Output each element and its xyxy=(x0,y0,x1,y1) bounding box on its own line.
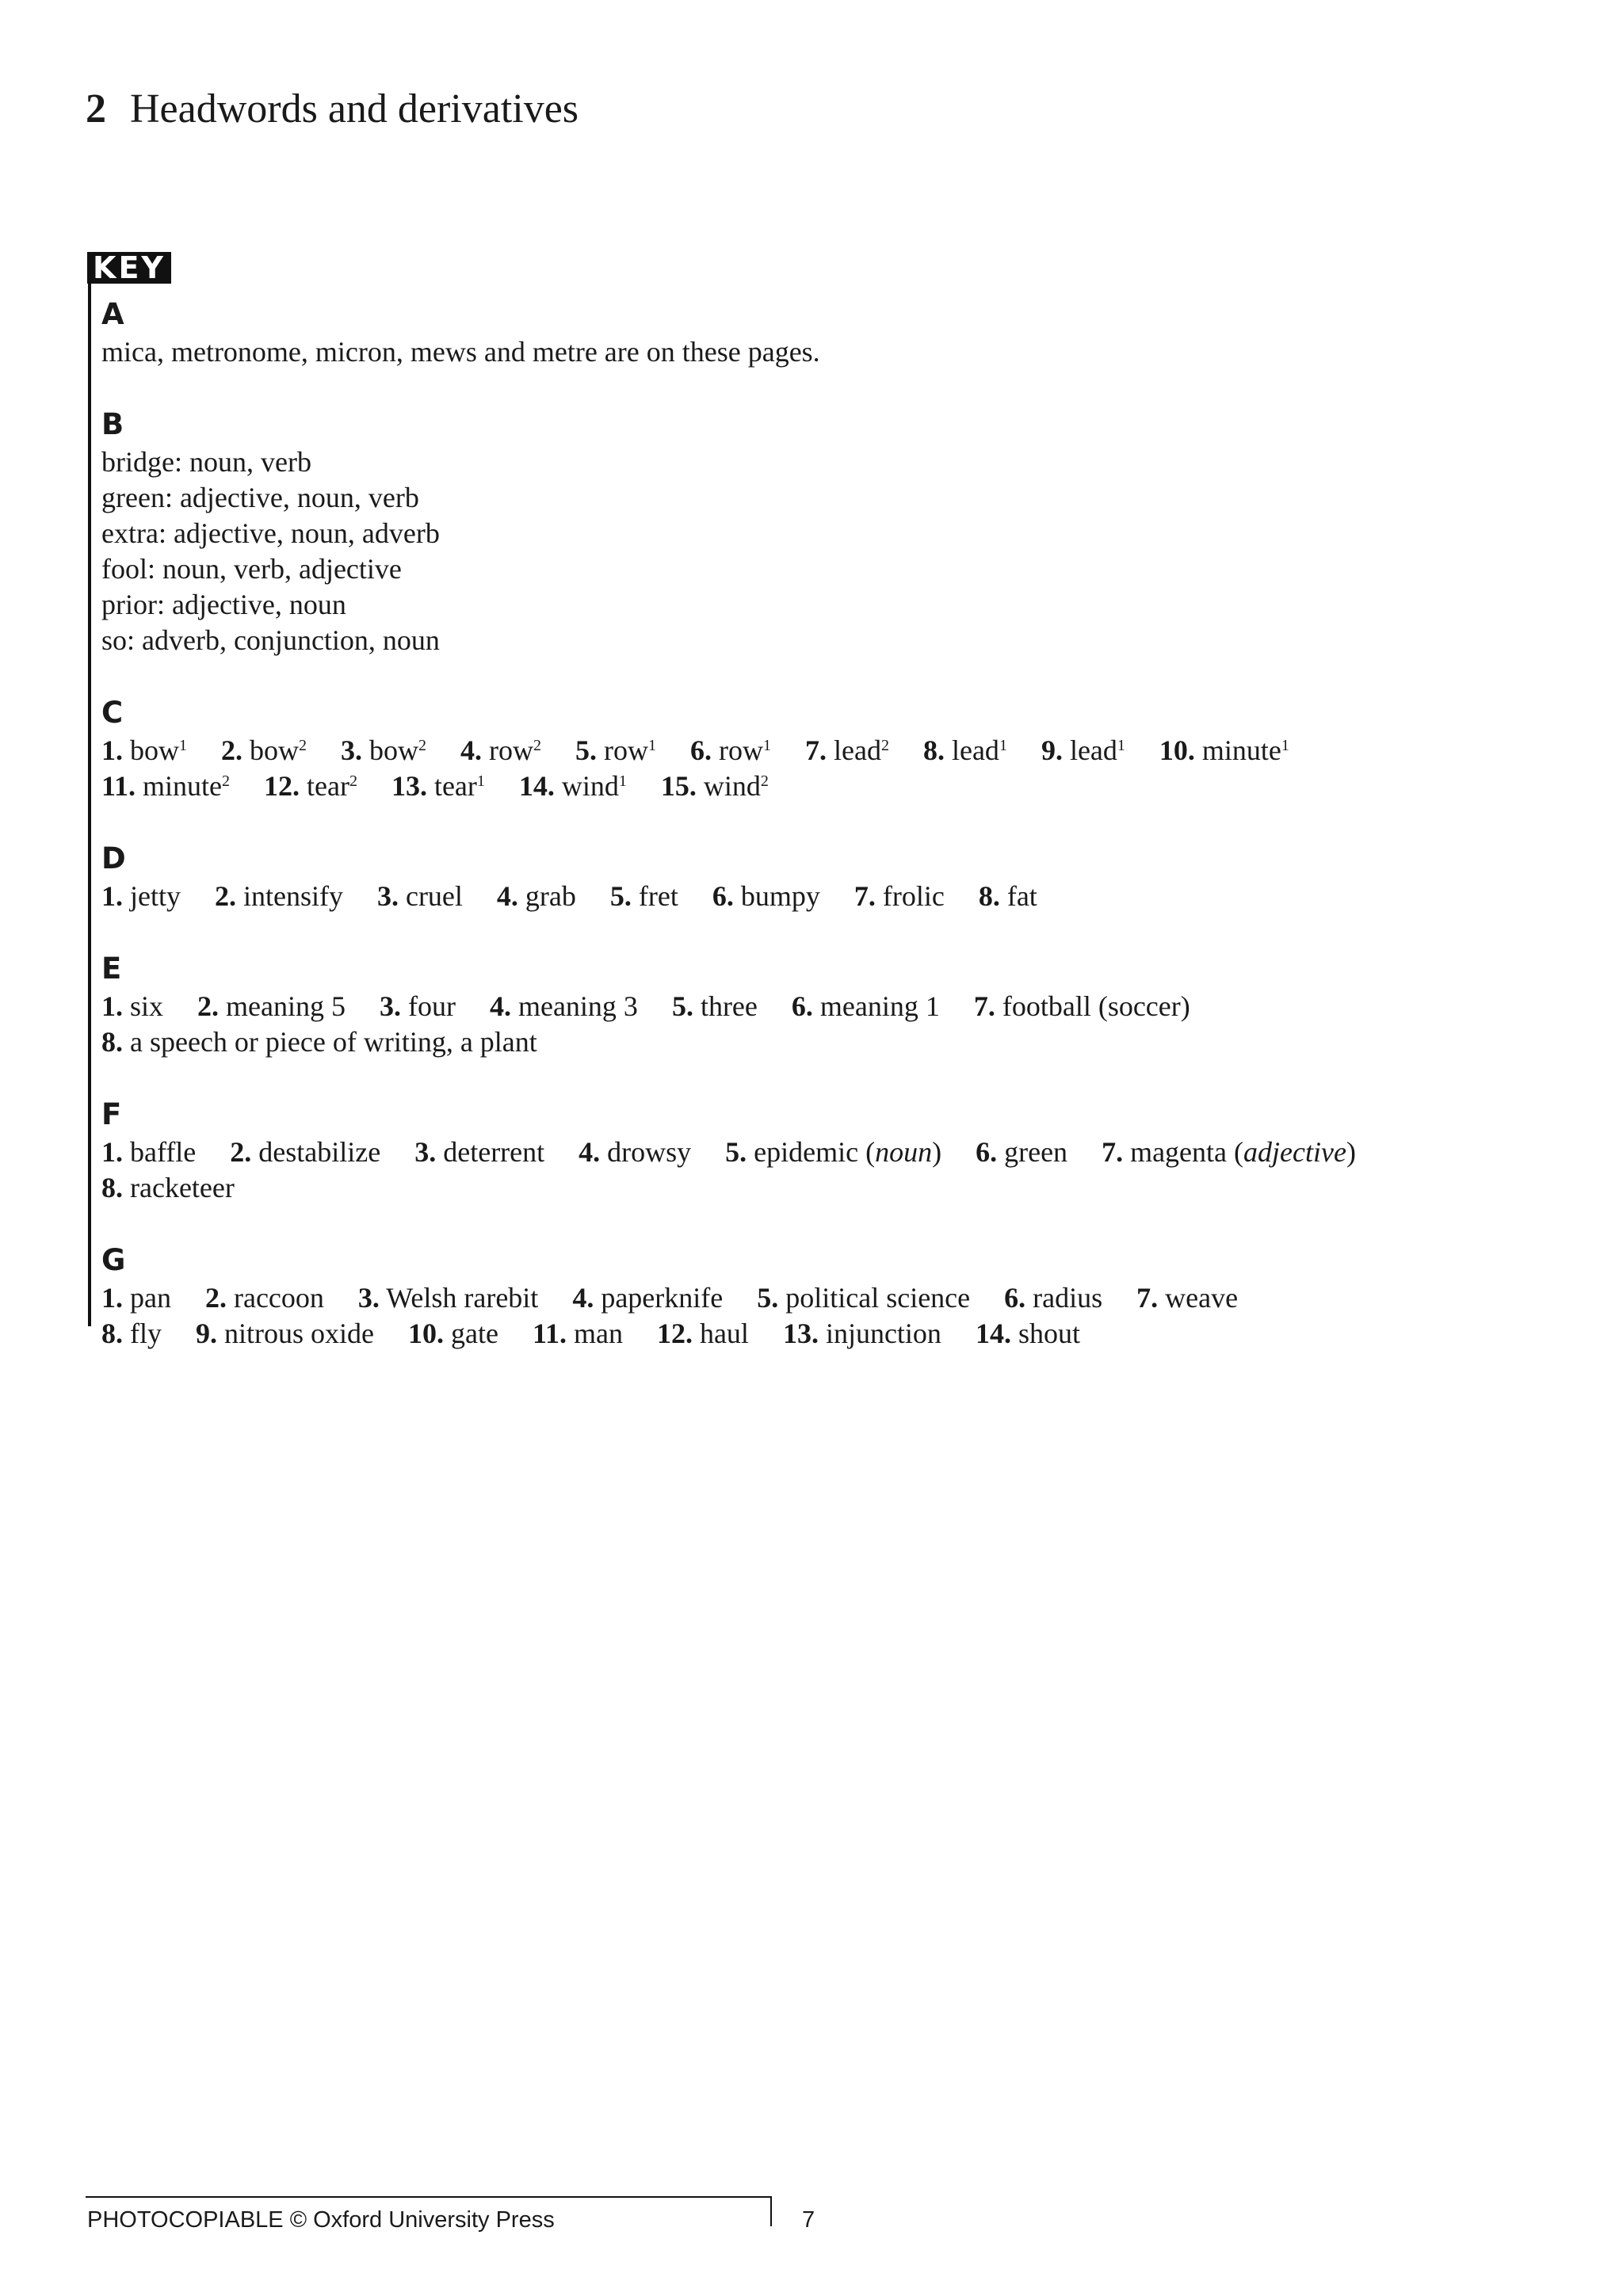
answer-item: 3. bow$^2$ xyxy=(341,734,426,766)
answer-item: 13. injunction xyxy=(782,1318,941,1349)
answer-item: 8. fly xyxy=(101,1318,162,1349)
answer-item: 11. man xyxy=(532,1318,623,1349)
section-letter: E xyxy=(101,952,122,986)
part-of-speech: noun xyxy=(875,1136,933,1168)
footer-copyright: PHOTOCOPIABLE © Oxford University Press xyxy=(87,2207,555,2233)
answer-item: 7. weave xyxy=(1136,1282,1239,1314)
unit-title: Headwords and derivatives xyxy=(130,86,579,132)
answer-item: 1. baffle xyxy=(101,1136,197,1168)
answer-item: 2. destabilize xyxy=(230,1136,381,1168)
answer-line: so: adverb, conjunction, noun xyxy=(101,624,440,656)
answer-item: 6. row$^1$ xyxy=(690,734,771,766)
answer-item: 4. drowsy xyxy=(579,1136,692,1168)
answer-item: 1. pan xyxy=(101,1282,171,1314)
answer-item: 6. radius xyxy=(1004,1282,1103,1314)
answer-item: 5. three xyxy=(671,990,758,1022)
answer-item: 4. row$^2$ xyxy=(460,734,541,766)
answer-line: bridge: noun, verb xyxy=(101,446,311,478)
answer-item: 3. deterrent xyxy=(414,1136,545,1168)
answer-item: 5. political science xyxy=(757,1282,971,1314)
section-letter: G xyxy=(101,1243,126,1277)
answer-item: 7. magenta (adjective) xyxy=(1102,1136,1356,1168)
answer-item: 9. lead$^1$ xyxy=(1041,734,1125,766)
answer-item: 11. minute$^2$ xyxy=(101,770,230,802)
answer-line xyxy=(101,1135,1591,1170)
answer-item: 14. wind$^1$ xyxy=(518,770,627,802)
answer-line xyxy=(101,1280,1591,1316)
section-letter: C xyxy=(101,696,124,730)
section-g xyxy=(101,1241,1591,1352)
answer-item: 1. jetty xyxy=(101,880,181,912)
answer-item: 2. raccoon xyxy=(204,1282,324,1314)
section-letter: B xyxy=(101,407,124,441)
answer-item: 5. fret xyxy=(609,880,678,912)
answer-line: prior: adjective, noun xyxy=(101,589,346,620)
answer-line xyxy=(101,1170,1591,1206)
answer-line: extra: adjective, noun, adverb xyxy=(101,517,440,549)
unit-number: 2 xyxy=(86,86,106,132)
answer-item: 3. cruel xyxy=(376,880,463,912)
answer-item: 1. six xyxy=(101,990,164,1022)
answer-item: 4. paperknife xyxy=(572,1282,724,1314)
answer-item: 1. bow$^1$ xyxy=(101,734,187,766)
answer-item: 6. green xyxy=(976,1136,1068,1168)
section-letter: D xyxy=(101,841,126,875)
page-number: 7 xyxy=(802,2207,815,2233)
section-e xyxy=(101,949,1591,1060)
answer-item: 4. grab xyxy=(496,880,576,912)
section-letter: A xyxy=(101,297,124,331)
answer-item: 4. meaning 3 xyxy=(489,990,638,1022)
answer-item: 6. bumpy xyxy=(712,880,820,912)
answer-item: 12. haul xyxy=(656,1318,749,1349)
answer-item: 8. racketeer xyxy=(101,1172,235,1203)
page-title xyxy=(86,86,579,132)
answer-item: 2. bow$^2$ xyxy=(221,734,307,766)
section-f xyxy=(101,1095,1591,1206)
part-of-speech: adjective xyxy=(1243,1136,1346,1168)
section-letter: F xyxy=(101,1097,122,1131)
answer-item: 7. football (soccer) xyxy=(973,990,1190,1022)
footer-rule xyxy=(86,2196,772,2198)
answer-item: 10. gate xyxy=(407,1318,498,1349)
answer-line xyxy=(101,769,1591,804)
answer-item: 13. tear$^1$ xyxy=(391,770,485,802)
answer-line xyxy=(101,1316,1591,1352)
answer-line: mica, metronome, micron, mews and metre are on these pages. xyxy=(101,336,820,368)
answer-item: 12. tear$^2$ xyxy=(264,770,357,802)
answer-item: 3. Welsh rarebit xyxy=(357,1282,539,1314)
section-c xyxy=(101,693,1591,804)
answer-item: 8. fat xyxy=(978,880,1037,912)
answer-item: 5. row$^1$ xyxy=(575,734,656,766)
answer-line xyxy=(101,733,1591,769)
answer-line xyxy=(101,879,1591,914)
answer-item: 9. nitrous oxide xyxy=(196,1318,374,1349)
key-label: KEY xyxy=(87,252,171,284)
answer-key xyxy=(101,295,1591,1386)
answer-item: 14. shout xyxy=(975,1318,1080,1349)
answer-line: fool: noun, verb, adjective xyxy=(101,553,402,585)
answer-item: 2. intensify xyxy=(214,880,343,912)
answer-line xyxy=(101,989,1591,1024)
answer-item: 6. meaning 1 xyxy=(791,990,940,1022)
answer-item: 7. frolic xyxy=(854,880,945,912)
answer-item: 10. minute$^1$ xyxy=(1159,734,1289,766)
answer-item: 7. lead$^2$ xyxy=(805,734,889,766)
answer-line xyxy=(101,1024,1591,1060)
answer-item: 2. meaning 5 xyxy=(197,990,346,1022)
answer-item: 8. lead$^1$ xyxy=(922,734,1007,766)
section-a xyxy=(101,295,1591,370)
key-rule xyxy=(88,282,91,1326)
section-d xyxy=(101,839,1591,914)
answer-line: green: adjective, noun, verb xyxy=(101,482,419,513)
answer-item: 15. wind$^2$ xyxy=(660,770,769,802)
footer-divider xyxy=(770,2196,772,2226)
section-b xyxy=(101,405,1591,658)
answer-item: 8. a speech or piece of writing, a plant xyxy=(101,1026,537,1058)
answer-item: 5. epidemic (noun) xyxy=(725,1136,942,1168)
answer-item: 3. four xyxy=(379,990,456,1022)
